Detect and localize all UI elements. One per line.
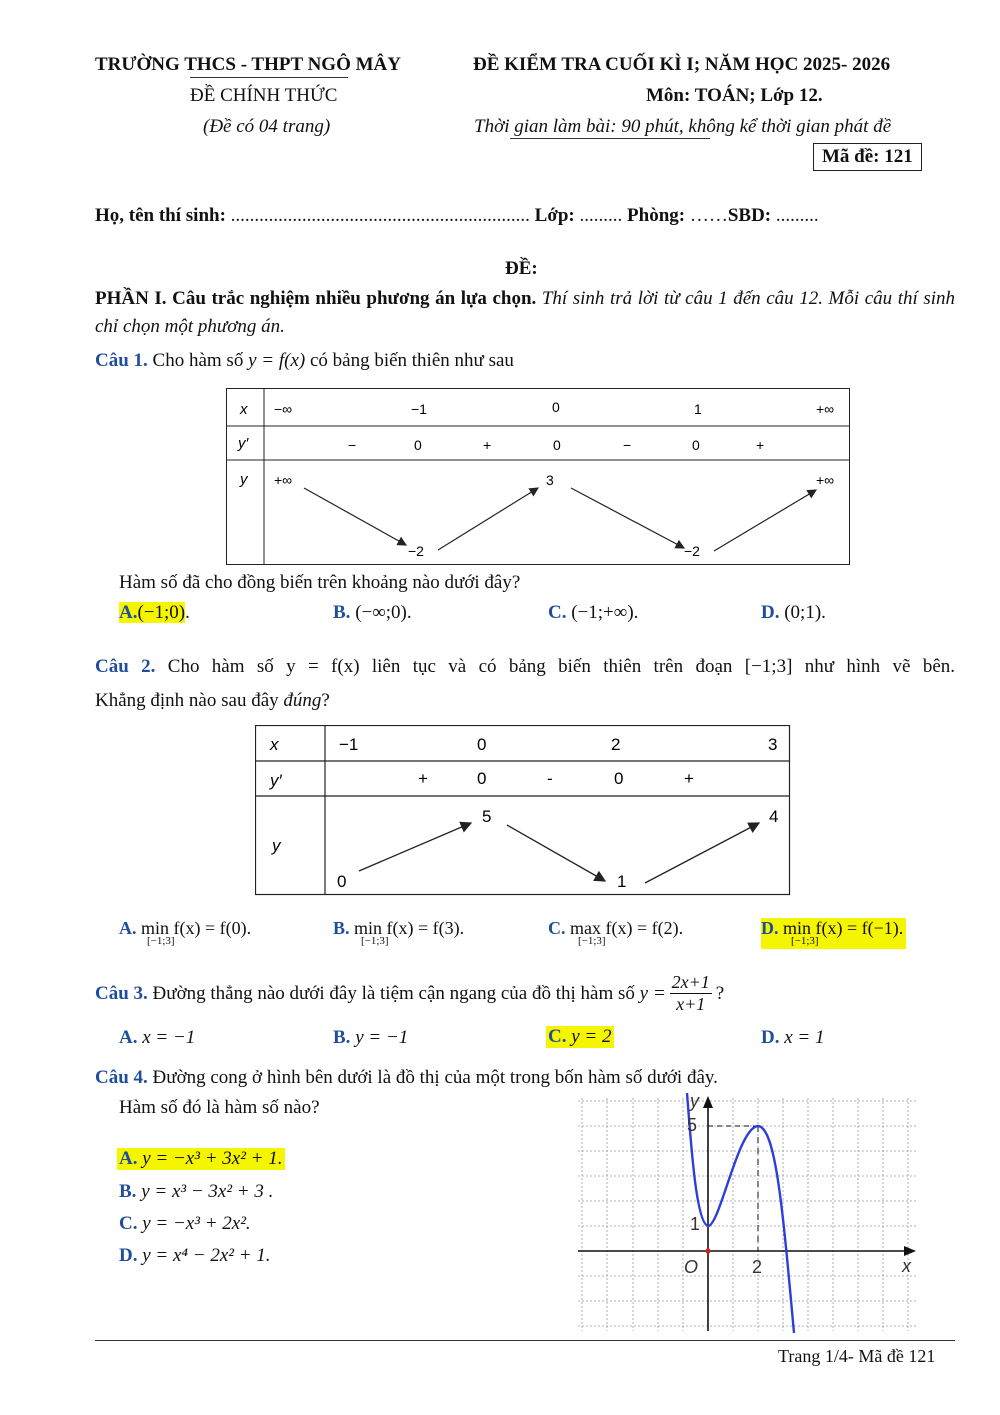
q1-y-val: −2	[408, 543, 424, 559]
official-label: ĐỀ CHÍNH THỨC	[190, 85, 338, 106]
origin-label: O	[684, 1257, 699, 1277]
q2-arrow-up	[359, 823, 471, 871]
origin-point	[705, 1248, 710, 1253]
answer-label: A.	[119, 602, 138, 623]
answer-subscript: [−1;3]	[791, 935, 819, 947]
q3-answer-d[interactable]	[761, 1027, 825, 1049]
answer-value: x = 1	[784, 1027, 825, 1048]
tick-5-label: 5	[687, 1115, 698, 1135]
tick-1-label: 1	[690, 1214, 701, 1234]
q2-answer-d[interactable]	[761, 918, 906, 949]
q2-arrow-down	[507, 825, 605, 881]
q4-text2: Hàm số đó là hàm số nào?	[119, 1097, 320, 1118]
q2-variation-table	[255, 725, 791, 896]
q4-label: Câu 4.	[95, 1067, 148, 1088]
q2-label: Câu 2.	[95, 656, 156, 677]
q1-x-val: 0	[552, 399, 560, 415]
q3-label: Câu 3.	[95, 982, 148, 1004]
q2-arrow-up	[645, 823, 759, 883]
q2-text2-em: đúng	[283, 690, 322, 711]
sbd-dots: .........	[775, 205, 819, 226]
q1-y-val: 3	[546, 472, 554, 488]
answer-label: A.	[119, 1027, 138, 1048]
q1-yp-label: y′	[238, 435, 249, 452]
q1-x-val: 1	[694, 401, 702, 417]
q1-yp-val: −	[623, 437, 632, 453]
answer-value: y = −x³ + 2x².	[142, 1213, 251, 1234]
q2-yp-val: -	[547, 769, 553, 788]
q1-answer-a[interactable]: A.(−1;0).	[119, 602, 190, 623]
part1-instruction: Thí sinh trả lời từ câu 1 đến câu 12. Mỗi câu thí sinh chỉ chọn một phương án.	[95, 288, 955, 337]
q2-text2-b: ?	[321, 690, 330, 711]
time-line: Thời gian làm bài: 90 phút, không kể thời gian phát đề	[474, 116, 892, 137]
answer-value: (−1;+∞).	[571, 602, 639, 623]
q3-fraction	[670, 972, 712, 1015]
answer-value: y = −1	[355, 1027, 409, 1048]
q3-numerator: 2x+1	[671, 972, 710, 992]
sbd-label: SBD:	[727, 205, 772, 226]
q4-answer-b[interactable]	[119, 1181, 273, 1203]
answer-subscript: [−1;3]	[147, 935, 175, 947]
q2-x-val: 3	[768, 735, 778, 754]
q3-answer-b[interactable]	[333, 1027, 408, 1049]
subject-line: Môn: TOÁN; Lớp 12.	[646, 85, 823, 106]
answer-label: D.	[119, 1245, 138, 1266]
q1-y-val: +∞	[816, 472, 835, 488]
q1-variation-table	[226, 388, 851, 566]
q2-stem	[95, 650, 955, 718]
exam-title: ĐỀ KIỂM TRA CUỐI KÌ I; NĂM HỌC 2025- 2026	[473, 54, 891, 75]
q2-x-val: −1	[339, 735, 359, 754]
q2-yp-val: 0	[614, 769, 624, 788]
answer-label: A.	[119, 918, 137, 938]
pages-note: (Đề có 04 trang)	[203, 116, 331, 137]
class-dots: .........	[579, 205, 623, 226]
q1-question: Hàm số đã cho đồng biến trên khoảng nào dưới đây?	[119, 572, 521, 593]
q1-arrow-up	[714, 490, 816, 551]
q2-y-val: 1	[617, 872, 627, 891]
q3-denominator: x+1	[676, 994, 706, 1014]
answer-label: A.	[119, 1148, 138, 1169]
answer-label: C.	[548, 918, 566, 938]
room-dots: ……	[689, 205, 728, 226]
answer-value: y = −x³ + 3x² + 1.	[142, 1148, 283, 1169]
q2-x-val: 2	[611, 735, 621, 754]
q4-function-graph	[578, 1093, 920, 1333]
function-curve	[687, 1093, 794, 1333]
q2-text: Cho hàm số y = f(x) liên tục và có bảng biến thiên trên đoạn [−1;3] như hình vẽ bên.	[167, 656, 956, 677]
answer-label: B.	[119, 1181, 137, 1202]
q2-y-val: 0	[337, 872, 347, 891]
q3-text: Đường thẳng nào dưới đây là tiệm cận ngang của đồ thị hàm số	[152, 982, 635, 1004]
q1-x-val: −∞	[274, 401, 293, 417]
q1-arrow-down	[304, 488, 406, 545]
answer-subscript: [−1;3]	[578, 935, 606, 947]
q2-answer-b[interactable]	[333, 918, 464, 947]
q2-yp-val: +	[418, 769, 428, 788]
answer-value: max f(x) = f(2).	[570, 918, 684, 938]
school-name: TRƯỜNG THCS - THPT NGÔ MÂY	[95, 54, 401, 75]
student-info-line	[95, 205, 819, 227]
q3-answer-a[interactable]	[119, 1027, 195, 1049]
answer-label: D.	[761, 1027, 780, 1048]
q1-x-val: +∞	[816, 401, 835, 417]
q1-yp-val: +	[483, 437, 492, 453]
q2-yp-label: y′	[270, 771, 282, 790]
exam-code-box: Mã đề: 121	[813, 143, 922, 171]
school-underline	[190, 77, 348, 78]
q1-x-label: x	[240, 401, 248, 418]
q2-x-label: x	[270, 735, 279, 754]
q4-answer-a[interactable]	[117, 1148, 285, 1170]
q2-x-val: 0	[477, 735, 487, 754]
answer-value: min f(x) = f(0).	[141, 918, 252, 938]
de-label: ĐỀ:	[505, 258, 538, 279]
graph-grid	[578, 1098, 916, 1331]
answer-value: min f(x) = f(3).	[354, 918, 465, 938]
q1-y-label: y	[240, 471, 248, 488]
q1-answer-b[interactable]	[333, 602, 412, 624]
q2-answer-c[interactable]	[548, 918, 683, 947]
answer-value: y = x⁴ − 2x² + 1.	[142, 1245, 271, 1266]
q2-y-label: y	[272, 836, 281, 855]
q2-y-val: 4	[769, 807, 779, 826]
answer-value: (0;1).	[784, 602, 826, 623]
q1-yp-val: 0	[414, 437, 422, 453]
answer-label: D.	[761, 918, 779, 938]
q3-stem	[95, 972, 724, 1015]
answer-label: D.	[761, 602, 780, 623]
q2-yp-val: +	[684, 769, 694, 788]
x-axis-label: x	[902, 1256, 911, 1276]
q3-answer-c[interactable]	[546, 1026, 614, 1048]
q1-y-val: +∞	[274, 472, 293, 488]
q1-yp-val: +	[756, 437, 765, 453]
q1-label: Câu 1.	[95, 350, 148, 371]
q1-answer-c[interactable]	[548, 602, 638, 624]
footer-rule	[95, 1340, 955, 1341]
q1-answer-d[interactable]	[761, 602, 826, 624]
q4-answer-d[interactable]	[119, 1245, 271, 1267]
answer-value: (−∞;0).	[355, 602, 412, 623]
q1-stem	[95, 350, 514, 372]
q3-y-eq: y =	[639, 982, 666, 1004]
room-label: Phòng:	[627, 205, 686, 226]
q1-yp-val: 0	[553, 437, 561, 453]
q1-arrow-up	[438, 488, 538, 550]
answer-subscript: [−1;3]	[361, 935, 389, 947]
answer-value: (−1;0)	[137, 602, 186, 623]
answer-label: C.	[548, 1026, 567, 1047]
q1-x-val: −1	[411, 401, 427, 417]
part1-header	[95, 285, 955, 341]
answer-label: B.	[333, 918, 350, 938]
q1-text-b: có bảng biến thiên như sau	[309, 350, 514, 371]
x-axis-arrow	[904, 1246, 916, 1256]
q2-yp-val: 0	[477, 769, 487, 788]
name-label: Họ, tên thí sinh:	[95, 205, 226, 226]
y-axis-label: y	[690, 1093, 699, 1111]
q2-y-val: 5	[482, 807, 492, 826]
q1-func: y = f(x)	[248, 350, 306, 371]
q4-stem	[95, 1067, 718, 1089]
answer-value: y = 2	[571, 1026, 612, 1047]
answer-label: C.	[548, 602, 567, 623]
q3-qmark: ?	[715, 982, 725, 1004]
time-underline	[510, 138, 710, 139]
q1-arrow-down	[571, 488, 684, 548]
answer-label: B.	[333, 1027, 351, 1048]
q1-yp-val: 0	[692, 437, 700, 453]
answer-label: B.	[333, 602, 351, 623]
y-axis-arrow	[703, 1096, 713, 1108]
q1-y-val: −2	[684, 543, 700, 559]
answer-value: x = −1	[142, 1027, 196, 1048]
q2-text2-a: Khẳng định nào sau đây	[95, 690, 284, 711]
name-dots: ...............................................................	[230, 205, 530, 226]
answer-value: y = x³ − 3x² + 3 .	[141, 1181, 274, 1202]
q4-text: Đường cong ở hình bên dưới là đồ thị của một trong bốn hàm số dưới đây.	[152, 1067, 718, 1088]
answer-value: min f(x) = f(−1).	[783, 918, 904, 938]
class-label: Lớp:	[534, 205, 575, 226]
tick-2-label: 2	[752, 1257, 763, 1277]
q1-text-a: Cho hàm số	[152, 350, 244, 371]
q1-yp-val: −	[348, 437, 357, 453]
part1-title: PHẦN I. Câu trắc nghiệm nhiều phương án lựa chọn.	[95, 288, 537, 309]
q4-answer-c[interactable]	[119, 1213, 251, 1235]
answer-label: C.	[119, 1213, 138, 1234]
q2-answer-a[interactable]	[119, 918, 251, 947]
page-footer: Trang 1/4- Mã đề 121	[778, 1346, 936, 1366]
